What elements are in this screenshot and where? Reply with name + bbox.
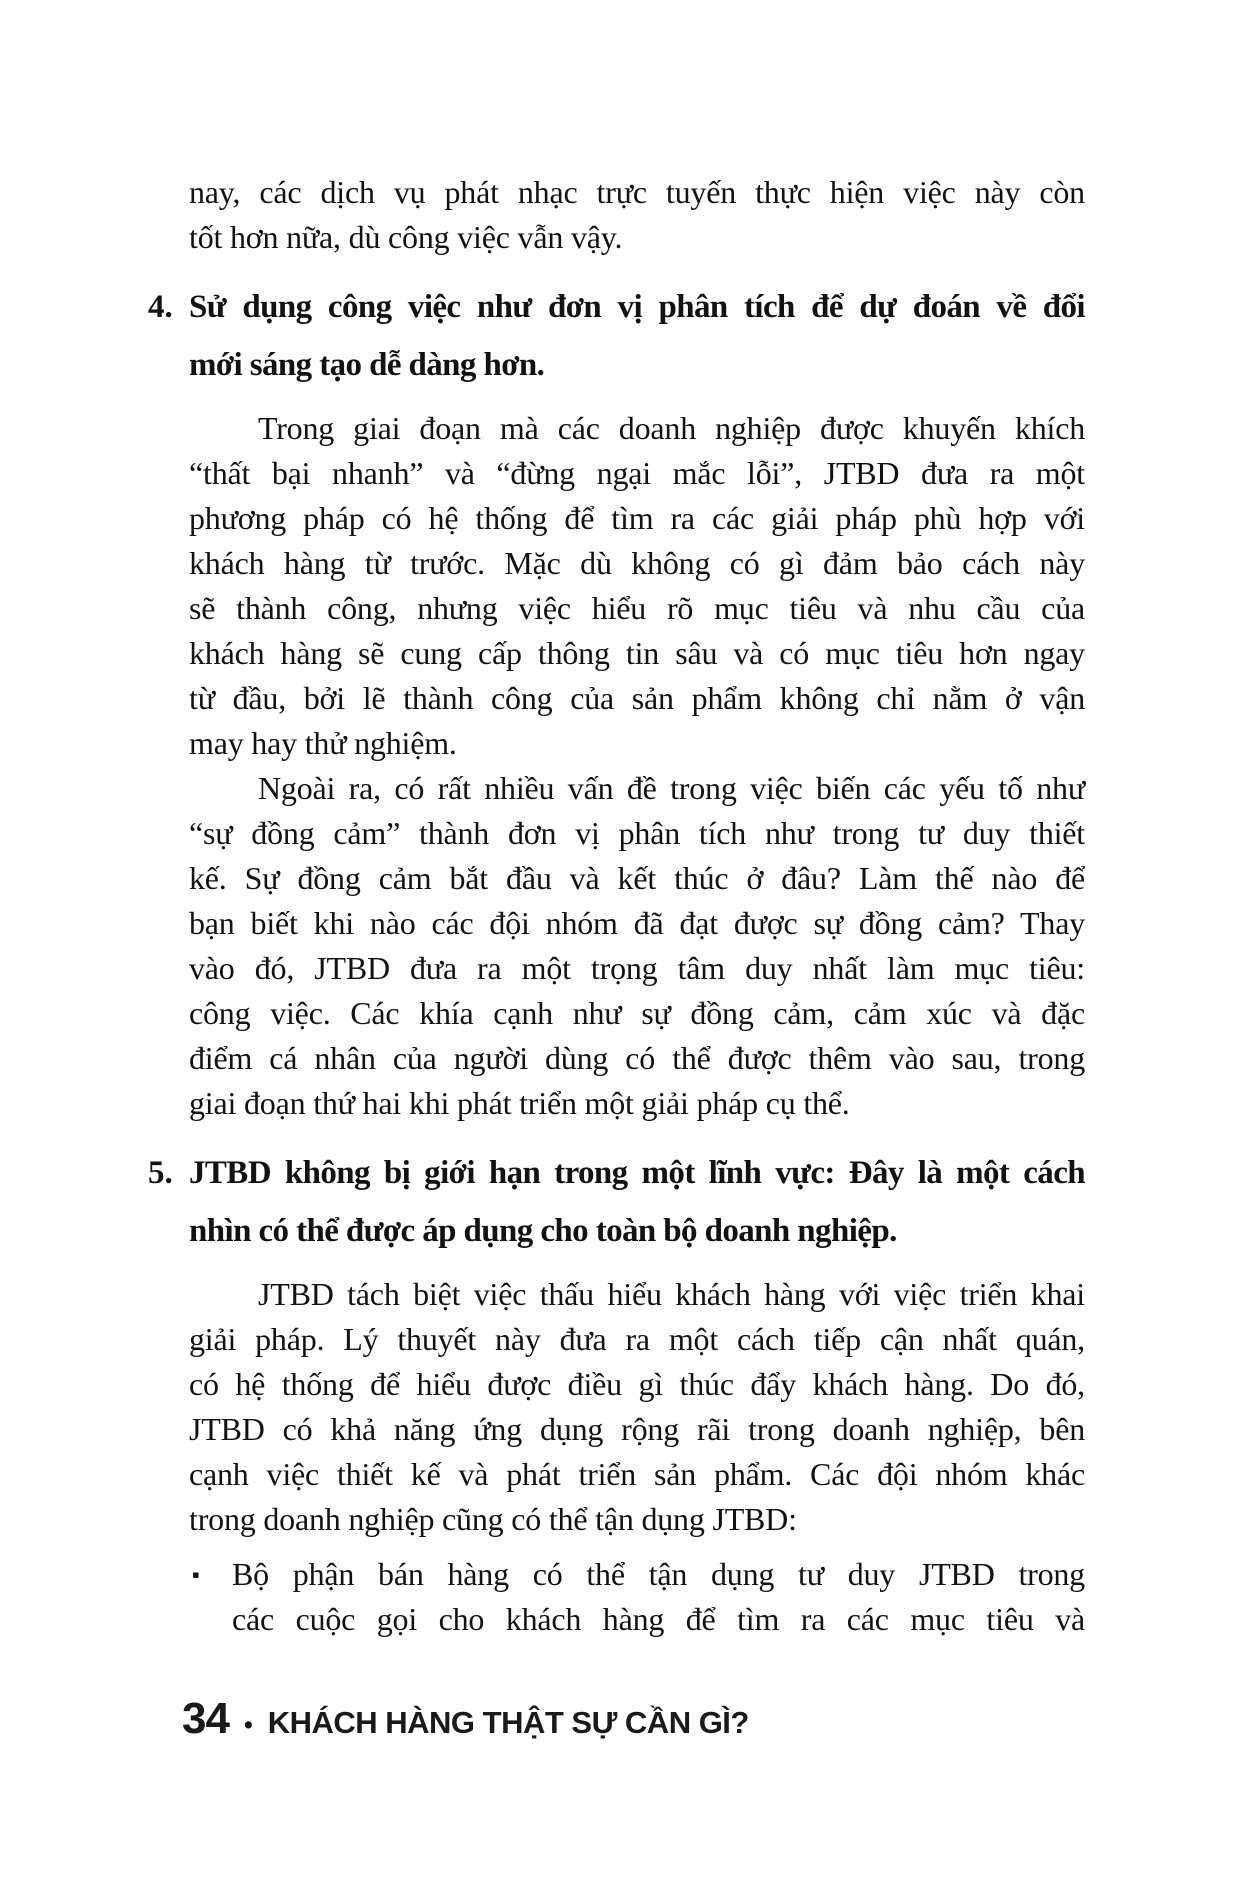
- paragraph-line: khách hàng sẽ cung cấp thông tin sâu và có mục tiêu hơn ngay: [189, 635, 1085, 671]
- heading-line: nhìn có thể được áp dụng cho toàn bộ doanh nghiệp.: [189, 1213, 897, 1249]
- bullet-line: Bộ phận bán hàng có thể tận dụng tư duy JTBD trong: [232, 1556, 1085, 1592]
- paragraph-line: vào đó, JTBD đưa ra một trọng tâm duy nhất làm mục tiêu:: [189, 950, 1085, 986]
- bullet-item: [189, 1552, 1085, 1642]
- paragraph-line: sẽ thành công, nhưng việc hiểu rõ mục tiêu và nhu cầu của: [189, 590, 1085, 626]
- paragraph-line: phương pháp có hệ thống để tìm ra các giải pháp phù hợp với: [189, 500, 1085, 536]
- paragraph-line: cạnh việc thiết kế và phát triển sản phẩm. Các đội nhóm khác: [189, 1456, 1085, 1492]
- paragraph-line: khách hàng từ trước. Mặc dù không có gì đảm bảo cách này: [189, 545, 1085, 581]
- paragraph-line: Trong giai đoạn mà các doanh nghiệp được khuyến khích: [258, 410, 1085, 446]
- paragraph-line: công việc. Các khía cạnh như sự đồng cảm, cảm xúc và đặc: [189, 995, 1085, 1031]
- paragraph-line: có hệ thống để hiểu được điều gì thúc đẩy khách hàng. Do đó,: [189, 1366, 1085, 1402]
- paragraph-3: [189, 1272, 1085, 1542]
- paragraph-line: nay, các dịch vụ phát nhạc trực tuyến thực hiện việc này còn: [189, 174, 1085, 210]
- page-footer: [182, 1694, 749, 1744]
- item-number: 4.: [148, 289, 173, 325]
- paragraph-line: điểm cá nhân của người dùng có thể được thêm vào sau, trong: [189, 1040, 1085, 1076]
- numbered-item-5: [148, 1144, 1085, 1260]
- paragraph-line: JTBD tách biệt việc thấu hiểu khách hàng với việc triển khai: [258, 1276, 1085, 1312]
- paragraph-line: “thất bại nhanh” và “đừng ngại mắc lỗi”, JTBD đưa ra một: [189, 455, 1085, 491]
- paragraph-line: tốt hơn nữa, dù công việc vẫn vậy.: [189, 219, 623, 255]
- item-number: 5.: [148, 1155, 173, 1191]
- body-column: [148, 170, 1085, 1642]
- paragraph-line: kế. Sự đồng cảm bắt đầu và kết thúc ở đâu? Làm thế nào để: [189, 860, 1085, 896]
- footer-separator-dot: •: [243, 1711, 253, 1739]
- heading-line: Sử dụng công việc như đơn vị phân tích để dự đoán về đổi: [189, 289, 1085, 325]
- square-bullet-icon: ▪: [192, 1562, 200, 1587]
- numbered-item-4: [148, 278, 1085, 394]
- heading-line: JTBD không bị giới hạn trong một lĩnh vực: Đây là một cách: [189, 1155, 1085, 1191]
- intro-paragraph: [189, 170, 1085, 260]
- paragraph-line: “sự đồng cảm” thành đơn vị phân tích như trong tư duy thiết: [189, 815, 1085, 851]
- running-book-title: KHÁCH HÀNG THẬT SỰ CẦN GÌ?: [267, 1705, 749, 1740]
- paragraph-1: [189, 406, 1085, 766]
- heading-line: mới sáng tạo dễ dàng hơn.: [189, 347, 545, 383]
- bullet-line: các cuộc gọi cho khách hàng để tìm ra các mục tiêu và: [232, 1601, 1085, 1637]
- paragraph-line: trong doanh nghiệp cũng có thể tận dụng JTBD:: [189, 1501, 797, 1537]
- paragraph-line: giải pháp. Lý thuyết này đưa ra một cách tiếp cận nhất quán,: [189, 1321, 1085, 1357]
- paragraph-line: JTBD có khả năng ứng dụng rộng rãi trong doanh nghiệp, bên: [189, 1411, 1085, 1447]
- page-number: 34: [182, 1694, 229, 1743]
- paragraph-line: từ đầu, bởi lẽ thành công của sản phẩm không chỉ nằm ở vận: [189, 680, 1085, 716]
- paragraph-line: giai đoạn thứ hai khi phát triển một giải pháp cụ thể.: [189, 1085, 850, 1121]
- paragraph-line: may hay thử nghiệm.: [189, 725, 457, 761]
- paragraph-line: bạn biết khi nào các đội nhóm đã đạt được sự đồng cảm? Thay: [189, 905, 1085, 941]
- paragraph-line: Ngoài ra, có rất nhiều vấn đề trong việc biến các yếu tố như: [258, 770, 1085, 806]
- paragraph-2: [189, 766, 1085, 1126]
